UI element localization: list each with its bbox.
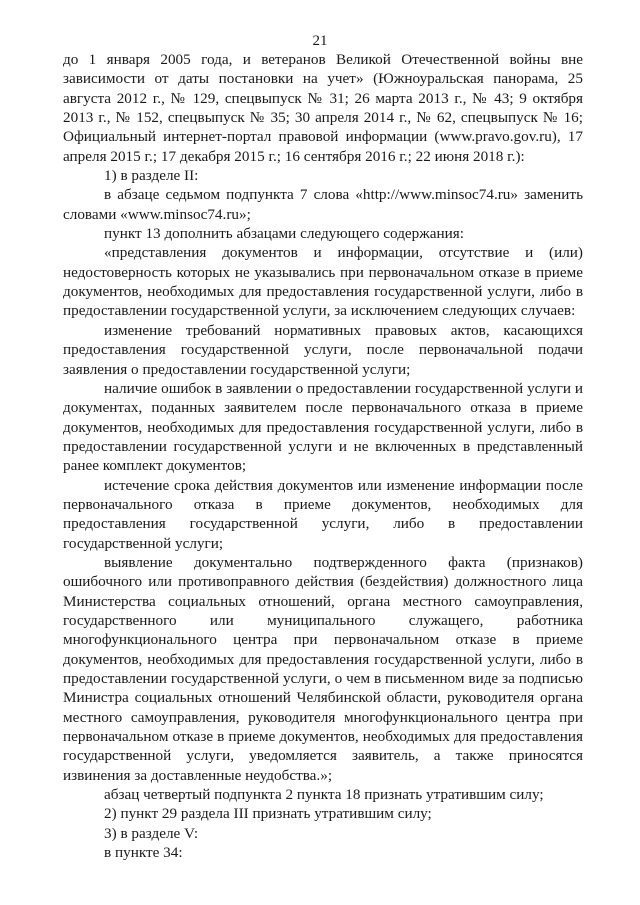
paragraph: пункт 13 дополнить абзацами следующего содержания:: [104, 225, 464, 243]
paragraph: 3) в разделе V:: [104, 824, 199, 842]
paragraph: истечение срока действия документов или изменение информации после первоначального отказа в приеме документов, необходимых для предоставления государственной услуги, либо в предоставлении государственной услуги;: [63, 476, 583, 552]
paragraph: абзац четвертый подпункта 2 пункта 18 признать утратившим силу;: [104, 786, 544, 804]
paragraph: 1) в разделе II:: [104, 167, 199, 185]
paragraph: изменение требований нормативных правовых актов, касающихся предоставления государственной услуги, после первоначальной подачи заявления о предоставлении государственной услуги;: [63, 321, 583, 378]
paragraph: 2) пункт 29 раздела III признать утратившим силу;: [104, 805, 432, 823]
page-number: 21: [312, 33, 328, 49]
paragraph: в пункте 34:: [104, 844, 183, 862]
document-body: [63, 50, 583, 862]
paragraph: выявление документально подтвержденного факта (признаков) ошибочного или противоправного действия (бездействия) должностного лица Министерства социальных отношений, органа местного самоуправления, государственного или муниципального служащего, работника многофункционального центра при первоначальном отказе в приеме документов, необходимых для предоставления государственной услуги, либо в предоставлении государственной услуги, о чем в письменном виде за подписью Министра социальных отношений Челябинской области, руководителя органа местного самоуправления, руководителя многофункционального центра при первоначальном отказе в приеме документов, необходимых для предоставления государственной услуги, уведомляется заявитель, а также приносятся извинения за доставленные неудобства.»;: [63, 553, 583, 784]
paragraph: до 1 января 2005 года, и ветеранов Великой Отечественной войны вне зависимости от даты постановки на учет» (Южноуральская панорама, 25 августа 2012 г., № 129, спецвыпуск № 31; 26 марта 2013 г., № 43; 9 октября 2013 г., № 152, спецвыпуск № 35; 30 апреля 2014 г., № 62, спецвыпуск № 16; Официальный интернет-портал правовой информации (www.pravo.gov.ru), 17 апреля 2015 г.; 17 декабря 2015 г.; 16 сентября 2016 г.; 22 июня 2018 г.):: [63, 51, 583, 165]
paragraph: наличие ошибок в заявлении о предоставлении государственной услуги и документах, поданных заявителем после первоначального отказа в приеме документов, необходимых для предоставления государственной услуги, либо в предоставлении государственной услуги и не включенных в представленный ранее комплект документов;: [63, 379, 583, 475]
paragraph: в абзаце седьмом подпункта 7 слова «http://www.minsoc74.ru» заменить словами «www.minsoc74.ru»;: [63, 186, 583, 223]
paragraph: «представления документов и информации, отсутствие и (или) недостоверность которых не указывались при первоначальном отказе в приеме документов, необходимых для предоставления государственной услуги, либо в предоставлении государственной услуги, за исключением следующих случаев:: [63, 244, 583, 320]
